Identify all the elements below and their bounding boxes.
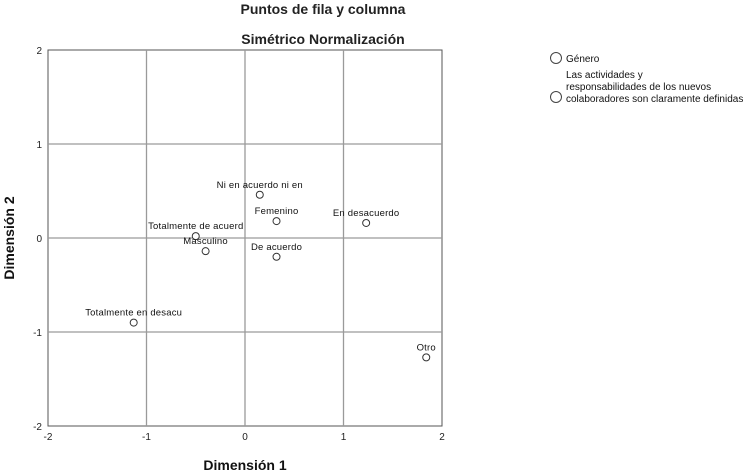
x-tick-label: -1 (142, 432, 151, 443)
y-axis-title: Dimensión 2 (1, 196, 17, 280)
x-axis-title: Dimensión 1 (203, 457, 287, 473)
data-point-label: Totalmente en desacu (85, 307, 183, 319)
x-tick-label: 2 (439, 432, 445, 443)
y-tick-labels (33, 46, 42, 433)
legend-label-genero: Género (566, 54, 600, 65)
y-tick-label: -1 (33, 328, 42, 339)
data-points (85, 180, 436, 361)
data-point-label: Otro (416, 342, 436, 354)
chart-subtitle: Simétrico Normalización (241, 31, 405, 47)
legend-marker-genero (551, 53, 562, 64)
y-tick-label: -2 (33, 422, 42, 433)
x-tick-label: 1 (340, 432, 347, 443)
data-point (202, 248, 209, 255)
y-tick-label: 0 (36, 234, 42, 245)
grid-lines (48, 50, 442, 426)
data-point (256, 191, 263, 198)
data-point-label: Totalmente de acuerd (148, 221, 244, 233)
data-point-label: De acuerdo (250, 241, 303, 253)
data-point-label: Femenino (254, 206, 299, 218)
x-tick-labels (44, 432, 446, 443)
y-tick-label: 2 (36, 46, 42, 57)
data-point (423, 354, 430, 361)
chart-title: Puntos de fila y columna (240, 1, 406, 17)
data-point-label: Masculino (183, 236, 228, 248)
data-point (363, 219, 370, 226)
y-tick-label: 1 (36, 140, 42, 151)
x-tick-label: 0 (242, 432, 248, 443)
data-point-label: En desacuerdo (332, 207, 400, 219)
data-point (273, 253, 280, 260)
x-tick-label: -2 (43, 432, 53, 443)
legend (551, 53, 744, 106)
legend-marker-actividades (551, 92, 562, 103)
data-point-label: Ni en acuerdo ni en (216, 179, 303, 191)
legend-label-actividades: Las actividades y responsabilidades de los nuevos colaboradores son claramente definidas (566, 70, 744, 105)
data-point (130, 319, 137, 326)
data-point (273, 218, 280, 225)
